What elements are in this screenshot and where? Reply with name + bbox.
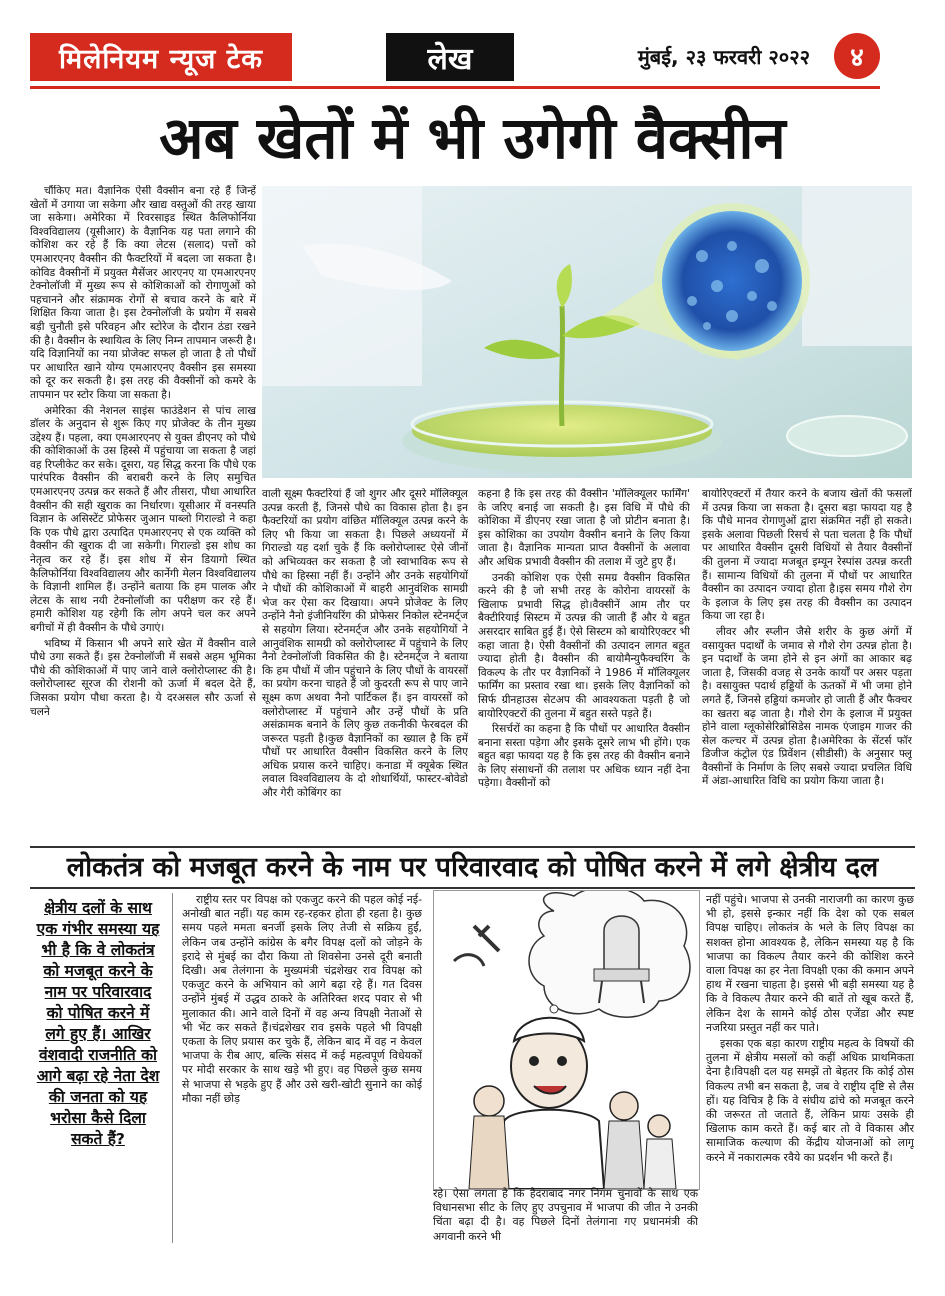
section-divider [30, 846, 915, 848]
paragraph: भविष्य में किसान भी अपने सारे खेत में वैक्सीन वाले पौधे उगा सकते हैं। इस टेक्नोलॉजी में सबसे अहम भूमिका पौधे की कोशिकाओं में पाए जाने वाले क्लोरोप्लास्ट की है। क्लोरोप्लास्ट सूरज की रोशनी को ऊर्जा में बदल देते हैं, जिसका प्रयोग पौधा करता है। ये दरअसल सौर ऊर्जा से चलने [30, 637, 256, 718]
article2-column-3 [706, 893, 914, 1245]
article2-column-2 [433, 1187, 698, 1245]
article-column-1 [30, 185, 256, 845]
header-rule [30, 86, 880, 89]
paragraph: लीवर और स्प्लीन जैसे शरीर के कुछ अंगों में वसायुक्त पदार्थों के जमाव से गौशे रोग उत्पन्न होता है। इन पदार्थों के जमा होने से इन अंगों का आकार बढ़ जाता है, जिसकी वजह से उनके कार्यों पर असर पड़ता है। वसायुक्त पदार्थ हड्डियों के ऊतकों में भी जमा होने लगते हैं, जिनसे हड्डियां कमजोर हो जाती हैं और फैक्चर का खतरा बढ़ जाता है। गौशे रोग के इलाज में प्रयुक्त होने वाला ग्लूकोसेरिब्रोसिडेस नामक एंजाइम गाजर की सेल कल्चर में उत्पन्न होता है।अमेरिका के सेंटर्स फॉर डिजीज कंट्रोल एंड प्रिवेंशन (सीडीसी) के अनुसार फ्लू वैक्सीनों के निर्माण के लिए सबसे ज्यादा प्रचलित विधि में अंडा-आधारित विधि का प्रयोग किया जाता है। [702, 625, 912, 788]
column-divider [172, 893, 173, 1243]
section-label: लेख [386, 33, 514, 81]
article-headline: अब खेतों में भी उगेगी वैक्सीन [159, 104, 786, 172]
paragraph: वाली सूक्ष्म फैक्टरियां हैं जो शुगर और दूसरे मॉलिक्यूल उत्पन्न करती हैं, जिनसे पौधे का विकास होता है। इन फैक्टरियों का प्रयोग वांछित मॉलिक्यूल उत्पन्न करने के लिए भी किया जा सकता है। पिछले अध्ययनों में गिराल्डो यह दर्शा चुके हैं कि क्लोरोप्लास्ट ऐसे जीनों को अभिव्यक्त कर सकता है जो स्वाभाविक रूप से पौधे का हिस्सा नहीं हैं। उन्होंने और उनके सहयोगियों ने पौधों की कोशिकाओं में बाहरी आनुवंशिक सामग्री भेज कर ऐसा कर दिखाया। अपने प्रोजेक्ट के लिए उन्होंने नैनो इंजीनियरिंग की प्रोफेसर निकोल स्टेनमर्ट्ज से सहयोग लिया। स्टेनमर्ट्ज और उनके सहयोगियों ने आनुवंशिक सामग्री को क्लोरोप्लास्ट में पहुंचाने के लिए नैनो टेक्नोलॉजी विकसित की है। स्टेनमर्ट्ज ने बताया कि हम पौधों में जीन पहुंचाने के लिए पौधों के वायरसों का प्रयोग करना चाहते हैं जो कुदरती रूप से पाए जाने सूक्ष्म कण अथवा नैनो पार्टिकल हैं। इन वायरसों को क्लोरोप्लास्ट में पहुंचाने और उन्हें पौधों के प्रति असंक्रामक बनाने के लिए कुछ तकनीकी फेरबदल की जरूरत पड़ती है।कुछ वैज्ञानिकों का ख्याल है कि हमें पौधों पर आधारित वैक्सीन विकसित करने के लिए अधिक प्रयास करने चाहिए। कनाडा में क्यूबेक स्थित लवाल विश्वविद्यालय के दो शोधार्थियों, फास्टर-बोवेडो और गेरी कोबिंगर का [262, 488, 468, 800]
article-column-3 [478, 488, 690, 843]
article-column-2 [262, 488, 468, 843]
paragraph: नहीं पहुंचे। भाजपा से उनकी नाराजगी का कारण कुछ भी हो, इससे इन्कार नहीं कि देश को एक सबल विपक्ष चाहिए। लोकतंत्र के भले के लिए विपक्ष का सशक्त होना आवश्यक है, लेकिन समस्या यह है कि भाजपा का विकल्प तैयार करने की कोशिश करने वाला विपक्ष का हर नेता विपक्षी एका की कमान अपने हाथ में रखना चाहता है। इससे भी बड़ी समस्या यह है कि वे विकल्प तैयार करने की बातें तो खूब करते हैं, लेकिन देश के सामने कोई ठोस एजेंडा और स्पष्ट नजरिया प्रस्तुत नहीं कर पाते। [706, 893, 914, 1034]
paragraph: रहे। ऐसा लगता है कि हैदराबाद नगर निगम चुनावों के साथ एक विधानसभा सीट के लिए हुए उपचुनाव में भाजपा की जीत ने उनकी चिंता बढ़ा दी है। वह पिछले दिनों तेलंगाना गए प्रधानमंत्री की अगवानी करने भी [433, 1187, 698, 1243]
article-column-4 [702, 488, 912, 843]
section-divider [30, 887, 915, 889]
article-headline: लोकतंत्र को मजबूत करने के नाम पर परिवारवाद को पोषित करने में लगे क्षेत्रीय दल [66, 852, 879, 883]
paragraph: इसका एक बड़ा कारण राष्ट्रीय महत्व के विषयों की तुलना में क्षेत्रीय मसलों को कहीं अधिक प्राथमिकता देना है।विपक्षी दल यह समझें तो बेहतर कि कोई ठोस विकल्प तभी बन सकता है, जब वे राष्ट्रीय दृष्टि से लैस हों। यह विचित्र है कि वे संघीय ढांचे को मजबूत करने की जरूरत तो जताते हैं, लेकिन प्रायः उसके ही खिलाफ काम करते हैं। कई बार तो वे विकास और सामाजिक कल्याण की केंद्रीय योजनाओं को लागू करने में नकारात्मक रवैये का प्रदर्शन भी करते हैं। [706, 1037, 914, 1164]
political-cartoon [433, 890, 700, 1190]
pull-quote-text: क्षेत्रीय दलों के साथ एक गंभीर समस्या यह भी है कि वे लोकतंत्र को मजबूत करने के नाम पर परिवारवाद को पोषित करने में लगे हुए हैं। आखिर वंशवादी राजनीति को आगे बढ़ा रहे नेता देश की जनता को यह भरोसा कैसे दिला सकते हैं? [36, 899, 160, 1148]
paragraph: राष्ट्रीय स्तर पर विपक्ष को एकजुट करने की पहल कोई नई-अनोखी बात नहीं। यह काम रह-रहकर होता ही रहता है। कुछ समय पहले ममता बनर्जी इसके लिए तेजी से सक्रिय हुईं, लेकिन जब उन्होंने कांग्रेस के बगैर विपक्ष दलों को जोड़ने के इरादे से मुंबई का दौरा किया तो शिवसेना उनसे दूरी बनाती दिखी। अब तेलंगाना के मुख्यमंत्री चंद्रशेखर राव विपक्ष को एकजुट करने के अभियान को आगे बढ़ा रहे हैं। गत दिवस उन्होंने मुंबई में उद्धव ठाकरे के अतिरिक्त शरद पवार से भी मुलाकात की। आने वाले दिनों में वह अन्य विपक्षी नेताओं से भी भेंट कर सकते हैं।चंद्रशेखर राव इसके पहले भी विपक्षी एकता के लिए प्रयास कर चुके हैं, लेकिन बाद में वह न केवल भाजपा के रीब आए, बल्कि संसद में कई महत्वपूर्ण विधेयकों पर मोदी सरकार के साथ खड़े भी हुए। वह पिछले कुछ समय से भाजपा से भड़के हुए हैं और उसे खरी-खोटी सुनाने का कोई मौका नहीं छोड़ [182, 893, 422, 1105]
paragraph: उनकी कोशिश एक ऐसी समग्र वैक्सीन विकसित करने की है जो सभी तरह के कोरोना वायरसों के खिलाफ प्रभावी सिद्ध हो।वैक्सीनें आम तौर पर बैक्टीरियाई सिस्टम में उत्पन्न की जाती हैं और ये बहुत असरदार साबित हुई हैं। ऐसे सिस्टम को बायोरिएक्टर भी कहा जाता है। ऐसी वैक्सीनों की उत्पादन लागत बहुत ज्यादा होती है। वैक्सीन की बायोमैन्युफैक्चरिंग के विकल्प के तौर पर वैज्ञानिकों ने 1986 में मॉलिक्यूलर फार्मिंग का प्रस्ताव रखा था। इसके लिए वैज्ञानिकों को सिर्फ ग्रीनहाउस सेटअप की आवश्यकता पड़ती है जो बायोरिएक्टरों की तुलना में बहुत सस्ते पड़ते हैं। [478, 571, 690, 720]
paragraph: अमेरिका की नेशनल साइंस फाउंडेशन से पांच लाख डॉलर के अनुदान से शुरू किए गए प्रोजेक्ट के तीन मुख्य उद्देश्य हैं। पहला, क्या एमआरएनए से युक्त डीएनए को पौधे की कोशिकाओं के उस हिस्से में पहुंचाया जा सकता है जहां वह रिप्लीकेट कर सके। दूसरा, यह सिद्ध करना कि पौधे एक पारंपरिक वैक्सीन की बराबरी करने के लिए समुचित एमआरएनए उत्पन्न कर सकते हैं और तीसरा, पौधा आधारित वैक्सीन की सही खुराक का निर्धारण। यूसीआर में वनस्पति विज्ञान के असिस्टेंट प्रोफेसर जुआन पाब्लो गिराल्डो ने कहा कि एक पौधे द्वारा उत्पादित एमआरएनए से एक व्यक्ति को वैक्सीन की खुराक दी जा सकेगी। गिराल्डो इस शोध का नेतृत्व कर रहे हैं। इस शोध में सेन डियागो स्थित कैलिफोर्निया विश्वविद्यालय और कार्नेगी मेलन विश्वविद्यालय के विज्ञानी शामिल हैं। उन्होंने बताया कि हम पालक और लेटस के साथ नयी टेक्नोलॉजी का परीक्षण कर रहे हैं। हमारी कोशिश यह रहेगी कि लोग अपने चल कर अपने बगीचों में ही वैक्सीन के पौधे उगाएं। [30, 404, 256, 634]
page-number-badge: ४ [834, 33, 880, 79]
paragraph: कहना है कि इस तरह की वैक्सीन 'मॉलिक्यूलर फार्मिंग' के जरिए बनाई जा सकती है। इस विधि में पौधे की कोशिका में डीएनए रखा जाता है जो प्रोटीन बनाता है। इस कोशिका का उपयोग वैक्सीन बनाने के लिए किया जाता है। वैज्ञानिक मान्यता प्राप्त वैक्सीनों के अलावा और अधिक प्रभावी वैक्सीन की तलाश में जुटे हुए हैं। [478, 488, 690, 568]
article2-column-1 [182, 893, 422, 1245]
paragraph: बायोरिएक्टरों में तैयार करने के बजाय खेतों की फसलों में उत्पन्न किया जा सकता है। दूसरा बड़ा फायदा यह है कि पौधे मानव रोगाणुओं द्वारा संक्रमित नहीं हो सकते। इसके अलावा पिछली रिसर्च से पता चलता है कि पौधों पर आधारित वैक्सीन दूसरी विधियों से तैयार वैक्सीनों की तुलना में ज्यादा मजबूत इम्यून रेस्पांस उत्पन्न करती हैं। सामान्य विधियों की तुलना में पौधों पर आधारित वैक्सीन का उत्पादन ज्यादा होता है।इस समय गौशे रोग के इलाज के लिए इस तरह की वैक्सीन का उत्पादन किया जा रहा है। [702, 488, 912, 623]
vaccine-plant-photo [262, 186, 912, 478]
paragraph: चौंकिए मत। वैज्ञानिक ऐसी वैक्सीन बना रहे हैं जिन्हें खेतों में उगाया जा सकेगा और खाद्य वस्तुओं की तरह खाया जा सकेगा। अमेरिका में रिवरसाइड स्थित कैलिफोर्निया विश्वविद्यालय (यूसीआर) के वैज्ञानिक यह पता लगाने की कोशिश कर रहे हैं कि क्या लेटस (सलाद) पत्तों को एमआरएनए वैक्सीन की फैक्टरियों में बदला जा सकता है। कोविड वैक्सीनों में प्रयुक्त मैसेंजर आरएनए या एमआरएनए टेक्नोलॉजी में मुख्य रूप से कोशिकाओं को रोगाणुओं को पहचानने और संक्रामक रोगों से बचाव करने के बारे में शिक्षित किया जाता है। इस टेक्नोलॉजी के प्रयोग में सबसे बड़ी चुनौती इसे परिवहन और स्टोरेज के दौरान ठंडा रखने की है। वैक्सीन के स्थायित्व के लिए निम्न तापमान जरूरी है। यदि विज्ञानियों का नया प्रोजेक्ट सफल हो जाता है तो पौधों पर आधारित खाने योग्य एमआरएनए वैक्सीन इस समस्या को दूर कर सकती है। इस तरह की वैक्सीनों को कमरे के तापमान पर स्टोर किया जा सकता है। [30, 185, 256, 401]
newspaper-brand: मिलेनियम न्यूज टेक [30, 33, 292, 81]
pull-quote [36, 898, 160, 1238]
dateline: मुंबई, २३ फरवरी २०२२ [637, 44, 810, 69]
paragraph: रिसर्चरों का कहना है कि पौधों पर आधारित वैक्सीन बनाना सस्ता पड़ेगा और इसके दूसरे लाभ भी होंगे। एक बहुत बड़ा फायदा यह है कि इस तरह की वैक्सीन बनाने के लिए संसाधनों की तलाश पर अधिक ध्यान नहीं देना पड़ेगा। वैक्सीनों को [478, 723, 690, 790]
